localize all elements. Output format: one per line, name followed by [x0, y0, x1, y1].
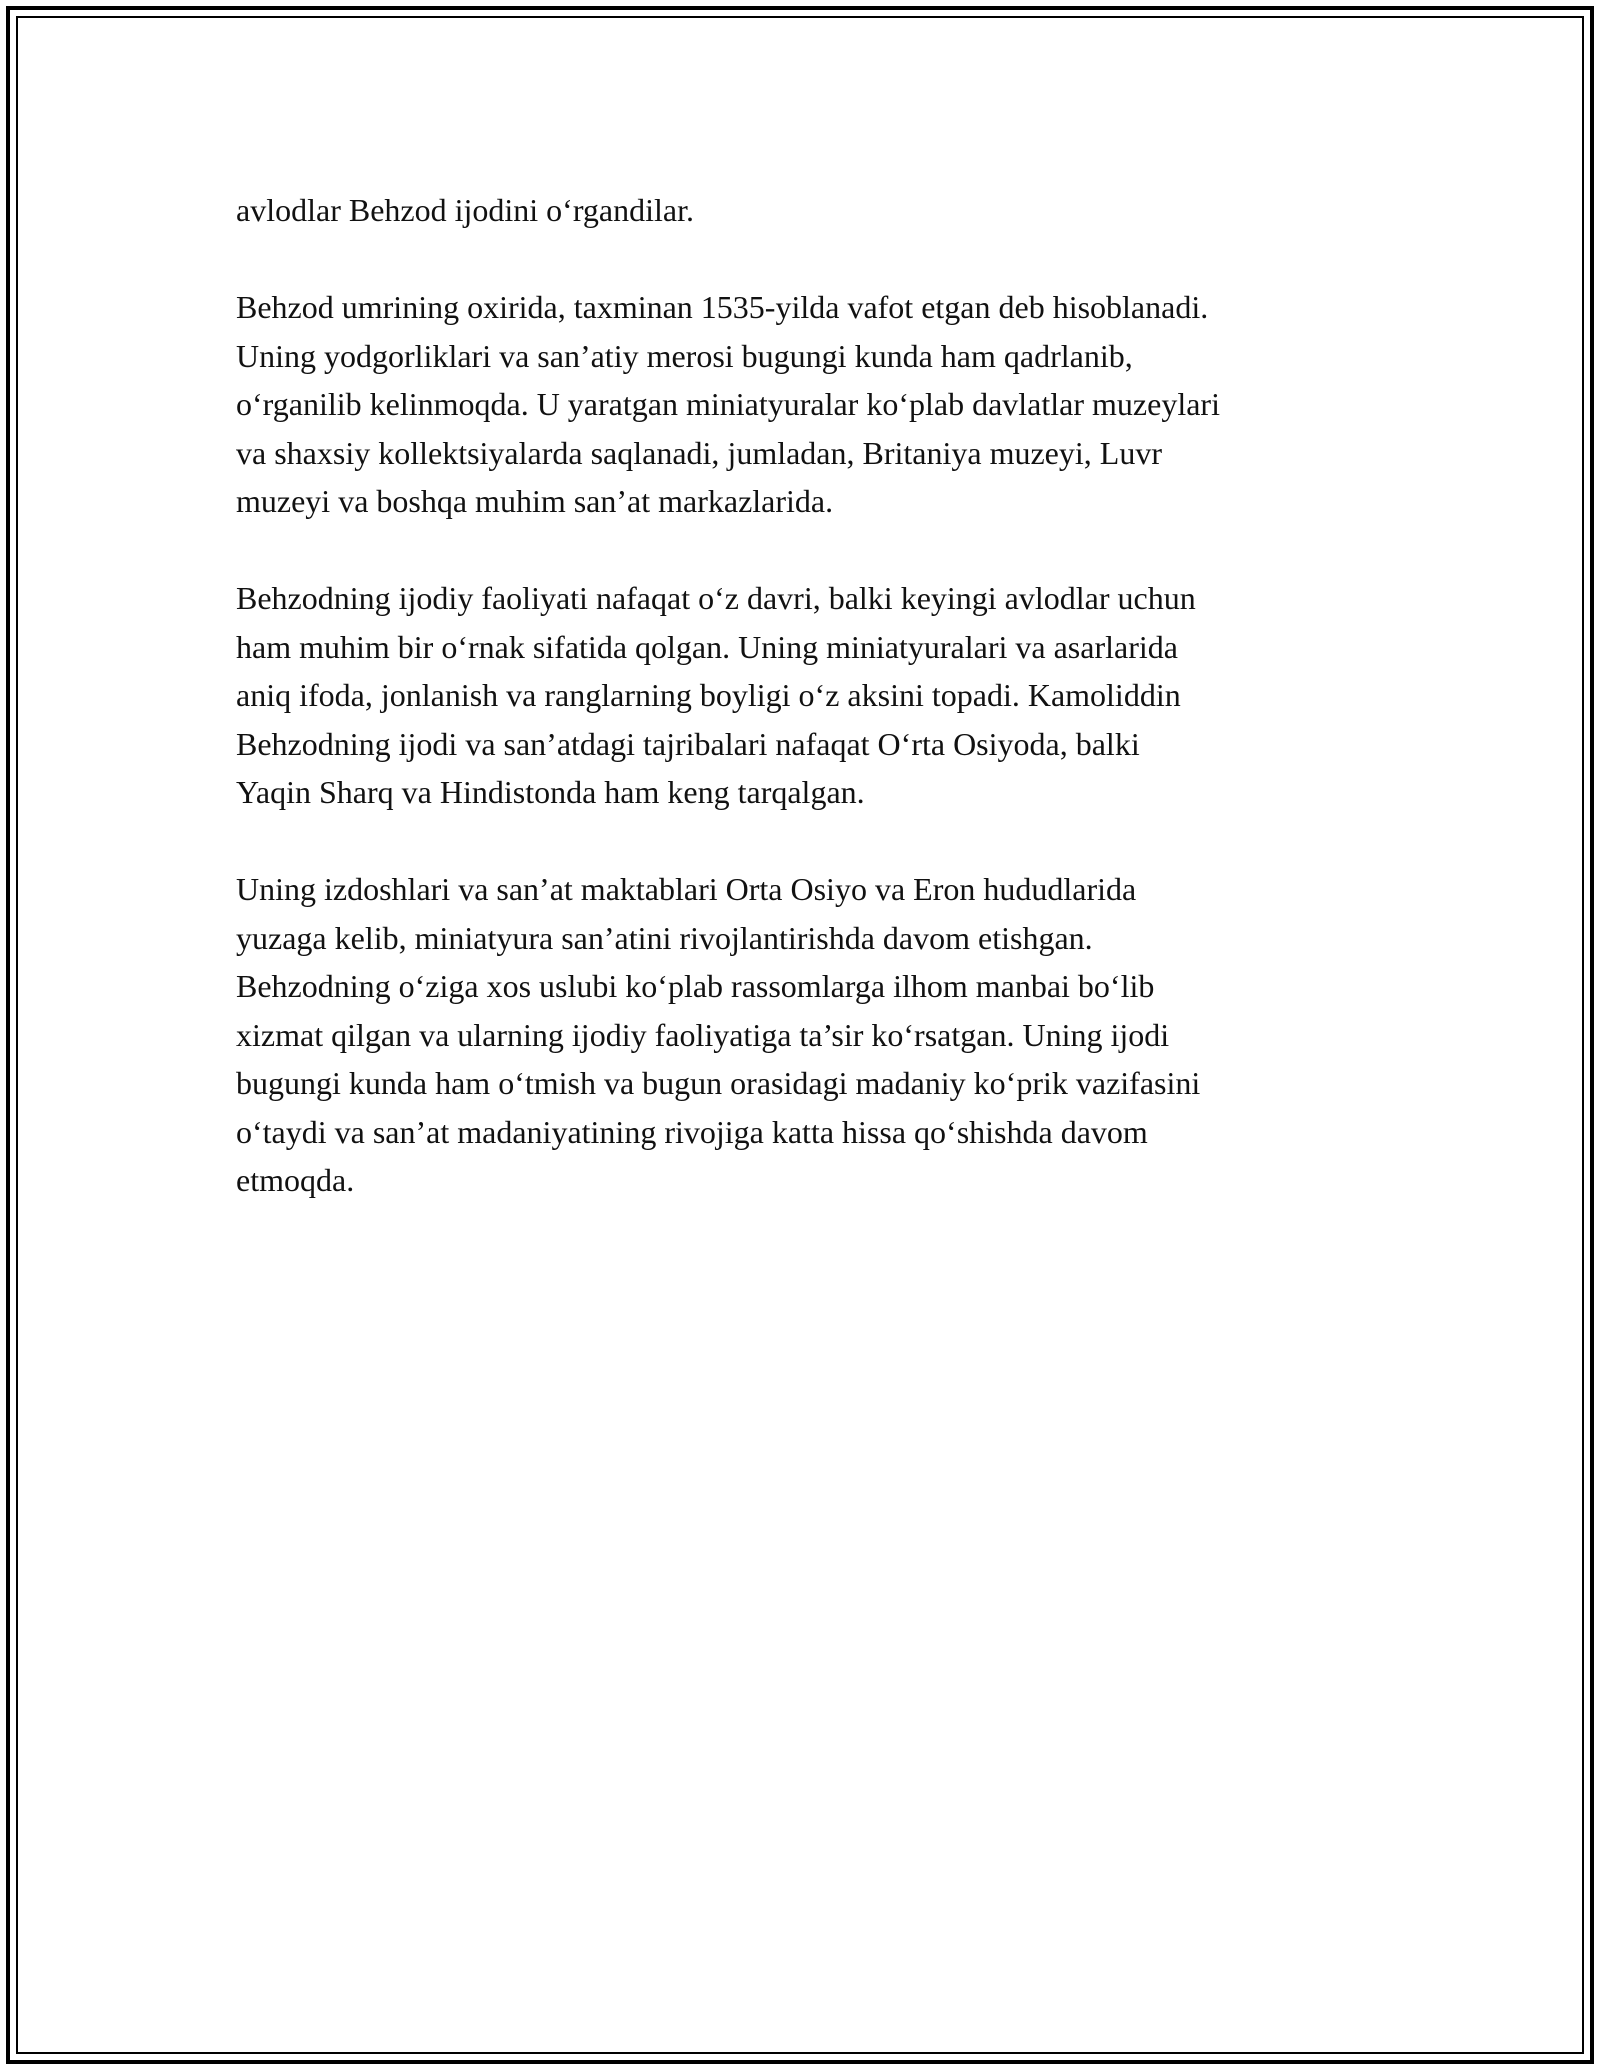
text-line: xizmat qilgan va ularning ijodiy faoliyatiga ta’sir ko‘rsatgan. Uning ijodi [236, 1016, 1170, 1053]
text-line: Uning yodgorliklari va san’atiy merosi bugungi kunda ham qadrlanib, [236, 337, 1133, 374]
text-line: Behzod umrining oxirida, taxminan 1535-yilda vafot etgan deb hisoblanadi. [236, 289, 1209, 325]
paragraph-2 [236, 283, 1376, 526]
text-line: etmoqda. [236, 1162, 355, 1198]
text-line: Behzodning ijodiy faoliyati nafaqat o‘z davri, balki keyingi avlodlar uchun [236, 580, 1196, 616]
text-line: Behzodning ijodi va san’atdagi tajribalari nafaqat O‘rta Osiyoda, balki [236, 725, 1140, 762]
paragraph-4 [236, 865, 1376, 1205]
paragraph-3 [236, 574, 1376, 817]
text-line: Behzodning o‘ziga xos uslubi ko‘plab rassomlarga ilhom manbai bo‘lib [236, 968, 1155, 1004]
text-line: aniq ifoda, jonlanish va ranglarning boyligi o‘z aksini topadi. Kamoliddin [236, 677, 1181, 713]
text-line: Uning izdoshlari va san’at maktablari Orta Osiyo va Eron hududlarida [236, 871, 1137, 907]
text-line: avlodlar Behzod ijodini o‘rgandilar. [236, 192, 694, 228]
text-line: va shaxsiy kollektsiyalarda saqlanadi, jumladan, Britaniya muzeyi, Luvr [236, 434, 1162, 471]
text-line: o‘rganilib kelinmoqda. U yaratgan miniatyuralar ko‘plab davlatlar muzeylari [236, 386, 1220, 422]
text-line: muzeyi va boshqa muhim san’at markazlarida. [236, 483, 834, 519]
document-body [236, 186, 1376, 1253]
text-line: yuzaga kelib, miniatyura san’atini rivojlantirishda davom etishgan. [236, 919, 1093, 956]
text-line: ham muhim bir o‘rnak sifatida qolgan. Uning miniatyuralari va asarlarida [236, 628, 1178, 665]
text-line: Yaqin Sharq va Hindistonda ham keng tarqalgan. [236, 774, 865, 810]
text-line: o‘taydi va san’at madaniyatining rivojiga katta hissa qo‘shishda davom [236, 1113, 1148, 1150]
paragraph-1 [236, 186, 1376, 235]
text-line: bugungi kunda ham o‘tmish va bugun orasidagi madaniy ko‘prik vazifasini [236, 1065, 1201, 1101]
